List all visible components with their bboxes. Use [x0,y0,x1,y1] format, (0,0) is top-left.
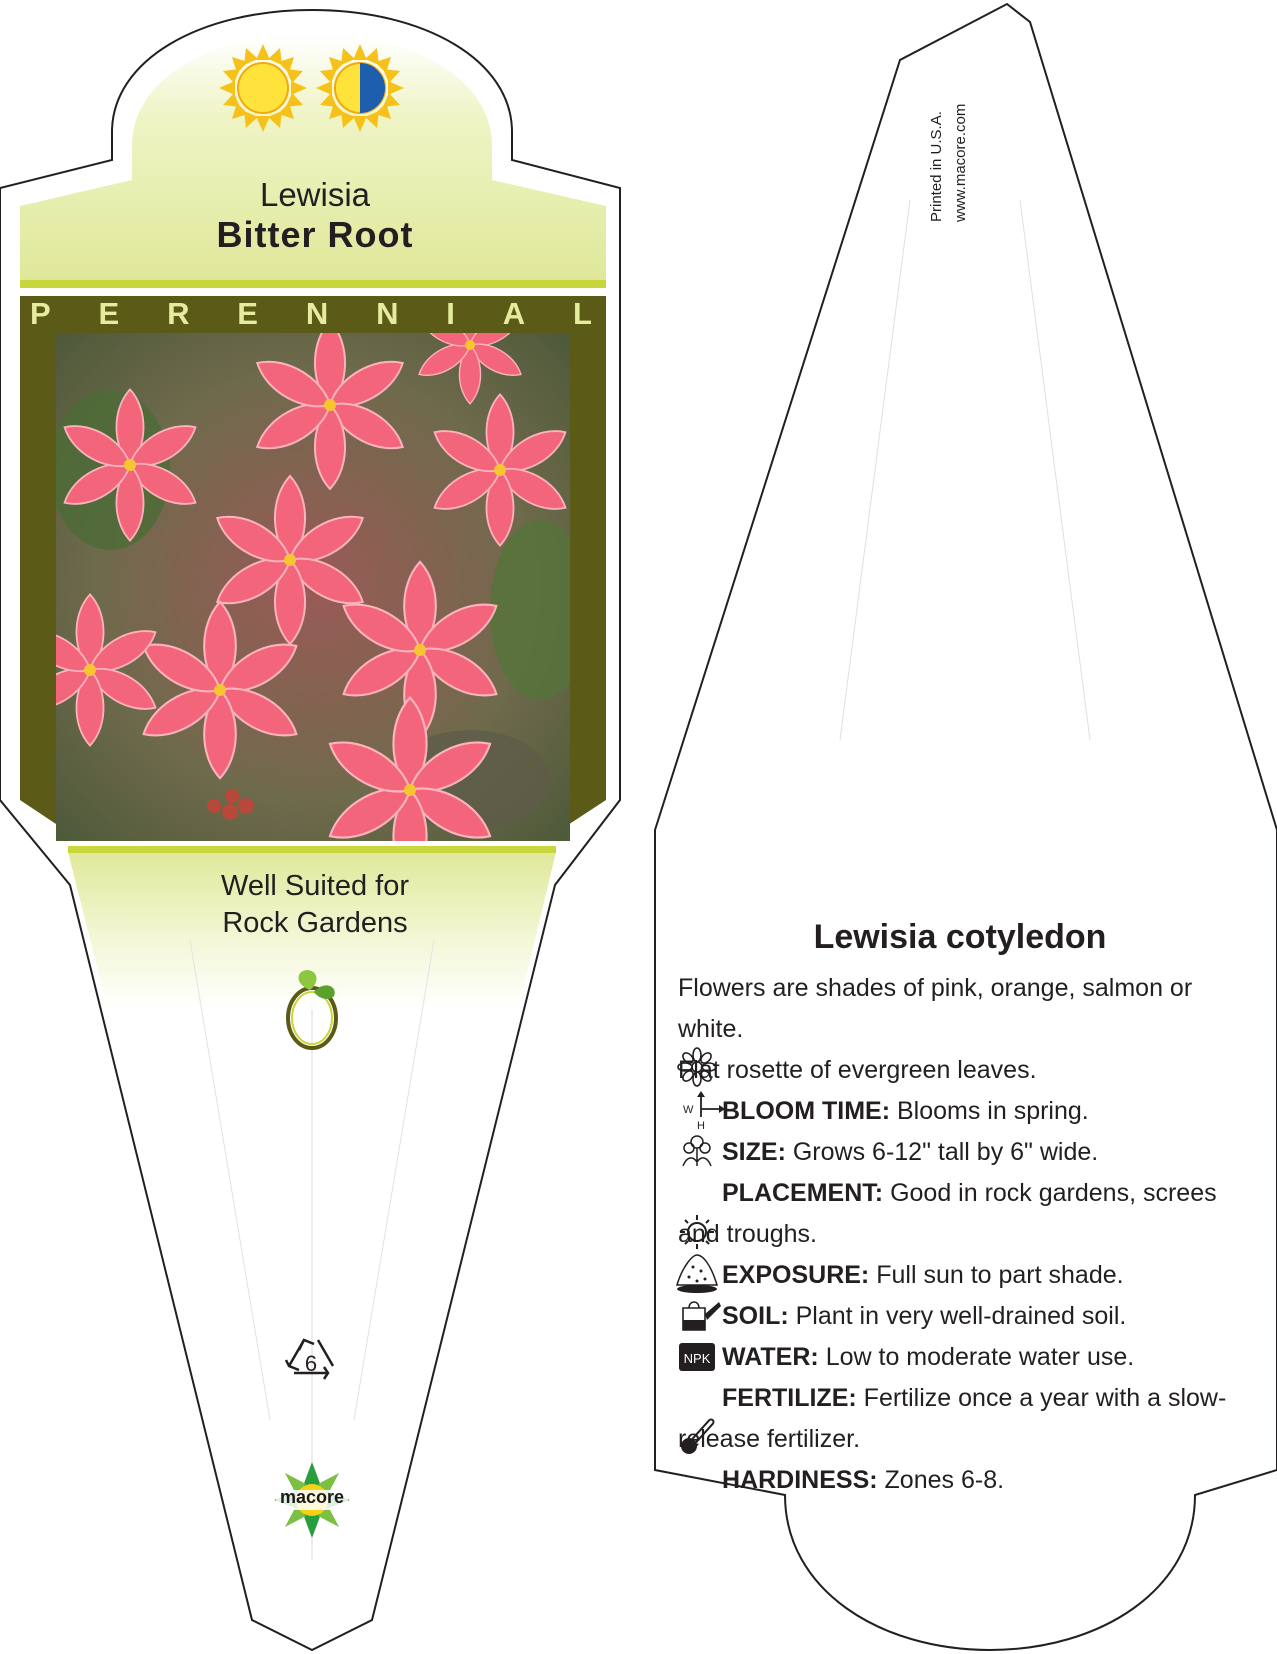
placement-row [678,1173,1238,1255]
care-label: FERTILIZE: [722,1384,857,1412]
genus-name: Lewisia [259,176,371,213]
soil-row [678,1296,1238,1337]
care-text: Blooms in spring. [896,1097,1089,1125]
species-name: Lewisia cotyledon [813,918,1107,956]
care-label: PLACEMENT: [722,1179,884,1207]
part-shade-icon [316,44,404,132]
exposure-row [678,1255,1238,1296]
hardiness-row [678,1460,1238,1501]
common-name: Bitter Root [216,214,414,255]
category-letter: N [305,296,329,331]
care-text: Plant in very well-drained soil. [795,1302,1127,1330]
care-label: WATER: [722,1343,819,1371]
tagline-line: Rock Gardens [222,907,408,939]
category-letter: L [573,296,592,331]
brand-name: macore [279,1487,345,1507]
description-line: Flat rosette of evergreen leaves. [678,1056,1037,1084]
printed-in-text: Printed in U.S.A. [928,111,945,222]
care-text: Zones 6-8. [884,1466,1005,1494]
care-label: SIZE: [722,1138,786,1166]
care-info [678,968,1238,1501]
care-text: Full sun to part shade. [876,1261,1124,1289]
tagline-line: Well Suited for [220,870,410,902]
fertilize-row [678,1378,1238,1460]
svg-text:NPK: NPK [683,1351,711,1366]
size-row [678,1132,1238,1173]
plant-photo [18,286,590,882]
full-sun-icon [219,44,307,132]
category-letter: P [30,296,51,331]
svg-text:H: H [697,1120,705,1132]
description-line: Flowers are shades of pink, orange, salmon or white. [678,974,1193,1043]
category-letter: A [502,296,526,331]
care-text: Fertilize once a year with a slow-release fertilizer. [678,1384,1227,1453]
category-letter: R [167,296,190,331]
care-label: EXPOSURE: [722,1261,870,1289]
care-text: Grows 6-12" tall by 6" wide. [792,1138,1099,1166]
water-row [678,1337,1238,1378]
category-letter: I [446,296,455,331]
category-letter: E [237,296,258,331]
recycle-code: 6 [304,1351,318,1376]
category-letter: N [376,296,399,331]
care-label: HARDINESS: [722,1466,878,1494]
category-letter: E [98,296,120,331]
bloom-time-row [678,1091,1238,1132]
svg-text:W: W [683,1104,694,1116]
print-info [925,52,979,222]
care-label: BLOOM TIME: [722,1097,891,1125]
category-label [30,296,592,332]
care-text: Low to moderate water use. [825,1343,1135,1371]
care-label: SOIL: [722,1302,789,1330]
website-text: www.macore.com [952,103,969,222]
care-text: Good in rock gardens, screes and troughs. [678,1179,1217,1248]
tagline [70,868,560,942]
